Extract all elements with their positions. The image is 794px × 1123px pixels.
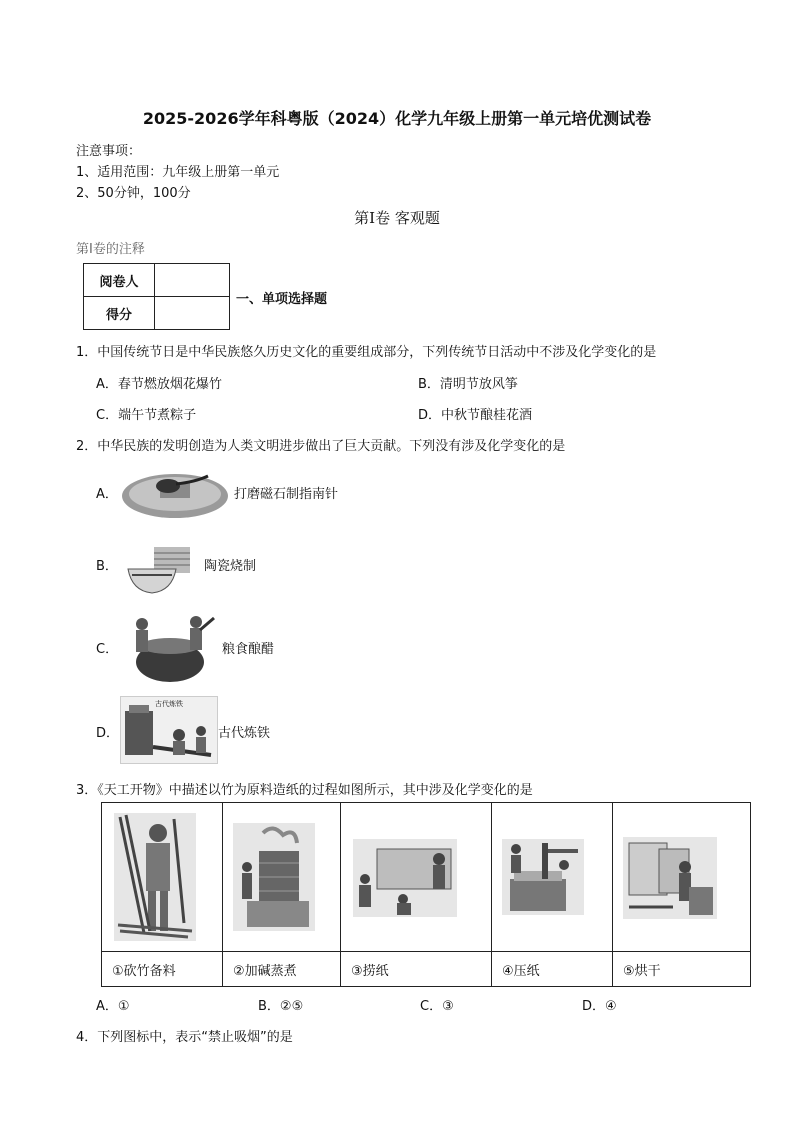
q1-option-d[interactable]: D．中秋节酿桂花酒 <box>418 408 533 423</box>
step-3-caption: ③捞纸 <box>341 952 492 987</box>
section-title: 第Ⅰ卷 客观题 <box>354 209 440 227</box>
step-1-caption: ①砍竹备料 <box>102 952 223 987</box>
paper-drying-image <box>623 837 717 919</box>
q3-option-c[interactable]: C．③ <box>420 999 454 1014</box>
notice-heading: 注意事项： <box>76 144 142 159</box>
question-4-stem: 4．下列图标中，表示“禁止吸烟”的是 <box>76 1030 293 1045</box>
q2-option-a-letter[interactable]: A． <box>96 487 118 502</box>
step-4-cell <box>492 803 613 952</box>
q2-option-d-text: 古代炼铁 <box>218 726 271 741</box>
q2-option-b-text: 陶瓷烧制 <box>204 559 257 574</box>
paper-pressing-image <box>502 839 584 915</box>
step-2-caption: ②加碱蒸煮 <box>223 952 341 987</box>
notice-item: 2、50分钟，100分 <box>76 186 191 201</box>
q2-option-c-text: 粮食酿醋 <box>222 642 275 657</box>
iron-smelting-image <box>120 696 218 764</box>
papermaking-steps-table <box>101 802 751 987</box>
paper-scooping-image <box>353 839 457 917</box>
step-3-cell <box>341 803 492 952</box>
part-title: 一、单项选择题 <box>236 292 328 307</box>
q2-option-a-text: 打磨磁石制指南针 <box>234 487 339 502</box>
question-3-stem: 3．《天工开物》中描述以竹为原料造纸的过程如图所示，其中涉及化学变化的是 <box>76 783 533 798</box>
question-1-stem: 1．中国传统节日是中华民族悠久历史文化的重要组成部分，下列传统节日活动中不涉及化学变化的是 <box>76 345 657 360</box>
q2-option-d-letter[interactable]: D． <box>96 726 120 741</box>
score-label: 得分 <box>84 297 155 330</box>
q3-option-d[interactable]: D．④ <box>582 999 617 1014</box>
step-5-cell <box>613 803 751 952</box>
reviewer-label: 阅卷人 <box>84 264 155 297</box>
notice-item: 1、适用范围：九年级上册第一单元 <box>76 165 280 180</box>
q1-option-c[interactable]: C．端午节煮粽子 <box>96 408 197 423</box>
image-caption: 古代炼铁 <box>155 700 183 708</box>
reviewer-blank[interactable] <box>155 264 230 297</box>
ceramic-bowls-image <box>126 545 194 595</box>
step-5-caption: ⑤烘干 <box>613 952 751 987</box>
step-2-cell <box>223 803 341 952</box>
page-title: 2025-2026学年科粤版（2024）化学九年级上册第一单元培优测试卷 <box>142 109 652 128</box>
vinegar-brewing-image <box>120 610 216 684</box>
bamboo-cutting-image <box>114 813 196 941</box>
step-4-caption: ④压纸 <box>492 952 613 987</box>
score-blank[interactable] <box>155 297 230 330</box>
q3-option-a[interactable]: A．① <box>96 999 130 1014</box>
q2-option-c-letter[interactable]: C． <box>96 642 119 657</box>
q1-option-a[interactable]: A．春节燃放烟花爆竹 <box>96 377 222 392</box>
score-table <box>83 263 230 330</box>
compass-image <box>120 466 230 520</box>
question-2-stem: 2．中华民族的发明创造为人类文明进步做出了巨大贡献。下列没有涉及化学变化的是 <box>76 439 566 454</box>
q3-option-b[interactable]: B．②⑤ <box>258 999 304 1014</box>
section-note: 第Ⅰ卷的注释 <box>76 242 145 257</box>
step-1-cell <box>102 803 223 952</box>
q1-option-b[interactable]: B．清明节放风筝 <box>418 377 518 392</box>
q2-option-b-letter[interactable]: B． <box>96 559 118 574</box>
alkali-steaming-image <box>233 823 315 931</box>
